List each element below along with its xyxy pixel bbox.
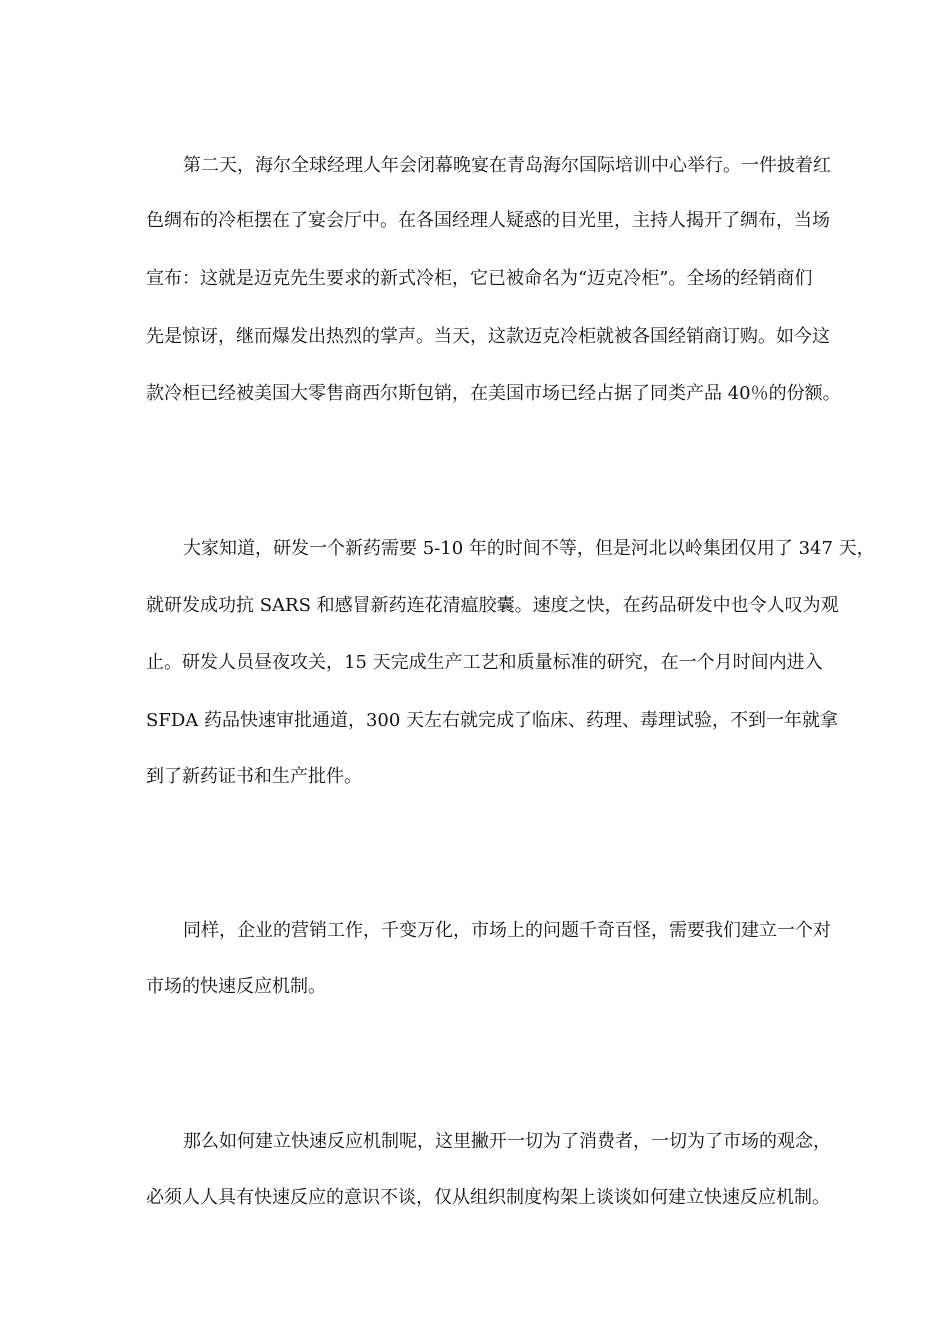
paragraph-line: 就研发成功抗 SARS 和感冒新药连花清瘟胶囊。速度之快，在药品研发中也令人叹为观 <box>146 595 839 616</box>
paragraph-line: 宣布：这就是迈克先生要求的新式冷柜，它已被命名为“迈克冷柜”。全场的经销商们 <box>146 268 813 289</box>
paragraph-line: 同样，企业的营销工作，千变万化，市场上的问题千奇百怪，需要我们建立一个对 <box>183 920 831 941</box>
paragraph-line: 款冷柜已经被美国大零售商西尔斯包销，在美国市场已经占据了同类产品 40％的份额。 <box>146 383 841 404</box>
paragraph-line: 色绸布的冷柜摆在了宴会厅中。在各国经理人疑惑的目光里，主持人揭开了绸布，当场 <box>146 210 830 231</box>
paragraph-line: SFDA 药品快速审批通道，300 天左右就完成了临床、药理、毒理试验，不到一年就拿 <box>146 710 839 731</box>
paragraph-line: 第二天，海尔全球经理人年会闭幕晚宴在青岛海尔国际培训中心举行。一件披着红 <box>183 155 831 176</box>
paragraph-line: 市场的快速反应机制。 <box>146 976 326 997</box>
paragraph-line: 大家知道，研发一个新药需要 5-10 年的时间不等，但是河北以岭集团仅用了 347 天， <box>183 538 875 559</box>
paragraph-line: 先是惊讶，继而爆发出热烈的掌声。当天，这款迈克冷柜就被各国经销商订购。如今这 <box>146 326 830 347</box>
paragraph-line: 那么如何建立快速反应机制呢，这里撇开一切为了消费者，一切为了市场的观念， <box>183 1131 831 1152</box>
paragraph-line: 到了新药证书和生产批件。 <box>146 766 362 787</box>
paragraph-line: 止。研发人员昼夜攻关，15 天完成生产工艺和质量标准的研究，在一个月时间内进入 <box>146 652 823 673</box>
paragraph-line: 必须人人具有快速反应的意识不谈，仅从组织制度构架上谈谈如何建立快速反应机制。 <box>146 1187 830 1208</box>
